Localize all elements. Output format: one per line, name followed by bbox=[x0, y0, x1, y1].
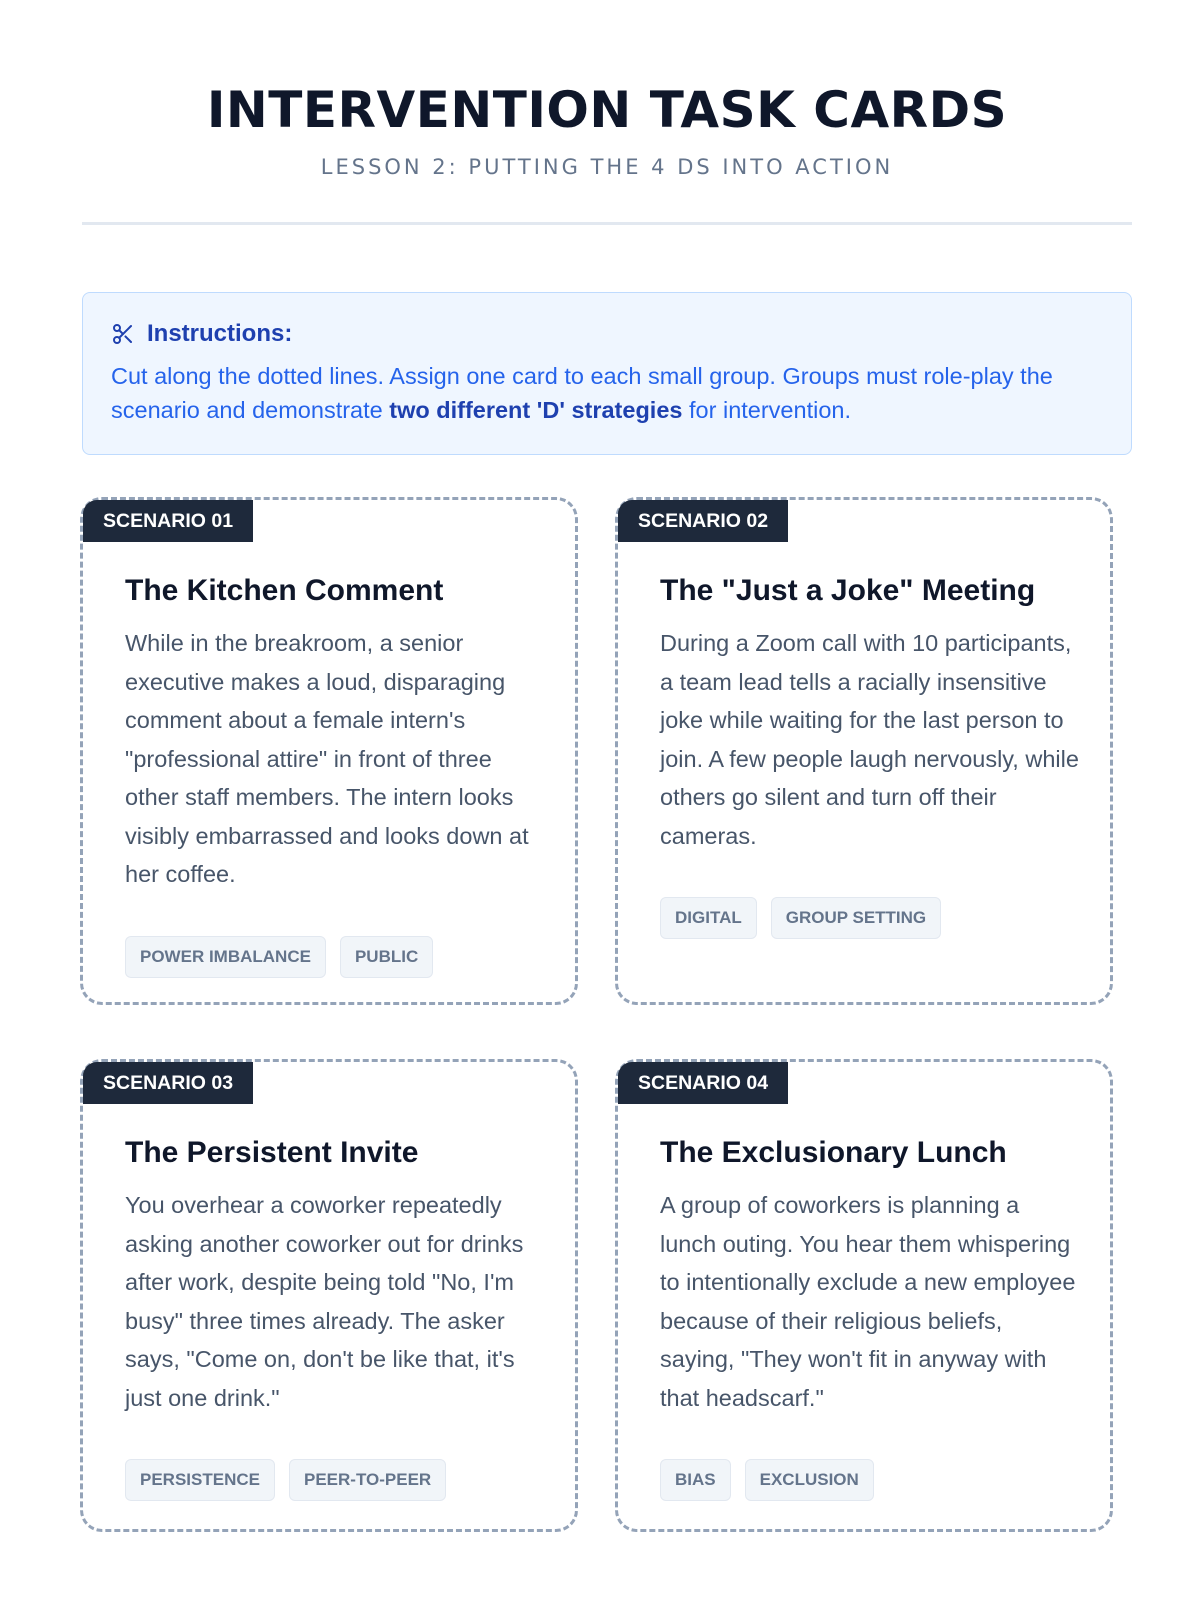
tag: EXCLUSION bbox=[745, 1459, 874, 1501]
page bbox=[82, 0, 1132, 455]
card-content bbox=[660, 1134, 1080, 1501]
instructions-text-before: Cut along the dotted lines. Assign one card to each small group. Groups must role-play the scenario and demonstrate bbox=[111, 363, 1053, 423]
card-content bbox=[125, 1134, 545, 1501]
tag-list bbox=[125, 1459, 545, 1501]
page-subtitle: LESSON 2: PUTTING THE 4 DS INTO ACTION bbox=[320, 155, 894, 179]
tag: DIGITAL bbox=[660, 897, 757, 939]
instructions-box bbox=[82, 292, 1132, 455]
scenario-card bbox=[80, 497, 578, 1005]
scenario-description: While in the breakroom, a senior executive makes a loud, disparaging comment about a female intern's "professional attire" in front of three other staff members. The intern looks visibly embarrassed and looks down at her coffee. bbox=[125, 630, 529, 887]
scenario-description: A group of coworkers is planning a lunch outing. You hear them whispering to intentionally exclude a new employee because of their religious beliefs, saying, "They won't fit in anyway with that headscarf." bbox=[660, 1192, 1076, 1411]
scissors-icon bbox=[111, 322, 135, 346]
scenario-title: The Exclusionary Lunch bbox=[660, 1136, 1007, 1169]
header bbox=[82, 0, 1132, 180]
scenario-card bbox=[80, 1059, 578, 1532]
instructions-text-emphasis: two different 'D' strategies bbox=[389, 397, 683, 423]
tag-list bbox=[125, 936, 545, 978]
scenario-tab: SCENARIO 03 bbox=[83, 1062, 253, 1104]
tag: PEER-TO-PEER bbox=[289, 1459, 446, 1501]
instructions-heading-row bbox=[111, 319, 1103, 349]
tag: POWER IMBALANCE bbox=[125, 936, 326, 978]
scenario-tab: SCENARIO 01 bbox=[83, 500, 253, 542]
instructions-text bbox=[111, 359, 1103, 427]
card-content bbox=[125, 572, 545, 978]
scenario-description: During a Zoom call with 10 participants, a team lead tells a racially insensitive joke while waiting for the last person to join. A few people laugh nervously, while others go silent and turn off their cameras. bbox=[660, 630, 1079, 849]
scenario-tab: SCENARIO 02 bbox=[618, 500, 788, 542]
scenario-title: The "Just a Joke" Meeting bbox=[660, 574, 1036, 607]
tag: GROUP SETTING bbox=[771, 897, 941, 939]
tag-list bbox=[660, 897, 1080, 939]
tag: PERSISTENCE bbox=[125, 1459, 275, 1501]
card-content bbox=[660, 572, 1080, 939]
scenario-title: The Kitchen Comment bbox=[125, 574, 444, 607]
scenario-card bbox=[615, 497, 1113, 1005]
tag: PUBLIC bbox=[340, 936, 433, 978]
instructions-text-after: for intervention. bbox=[682, 397, 851, 423]
scenario-card bbox=[615, 1059, 1113, 1532]
scenario-description: You overhear a coworker repeatedly asking another coworker out for drinks after work, despite being told "No, I'm busy" three times already. The asker says, "Come on, don't be like that, it's just one drink." bbox=[125, 1192, 524, 1411]
header-divider bbox=[82, 222, 1132, 225]
tag-list bbox=[660, 1459, 1080, 1501]
tag: BIAS bbox=[660, 1459, 731, 1501]
scenario-tab: SCENARIO 04 bbox=[618, 1062, 788, 1104]
instructions-heading: Instructions: bbox=[147, 320, 293, 347]
scenario-title: The Persistent Invite bbox=[125, 1136, 419, 1169]
page-title: INTERVENTION TASK CARDS bbox=[206, 81, 1008, 139]
